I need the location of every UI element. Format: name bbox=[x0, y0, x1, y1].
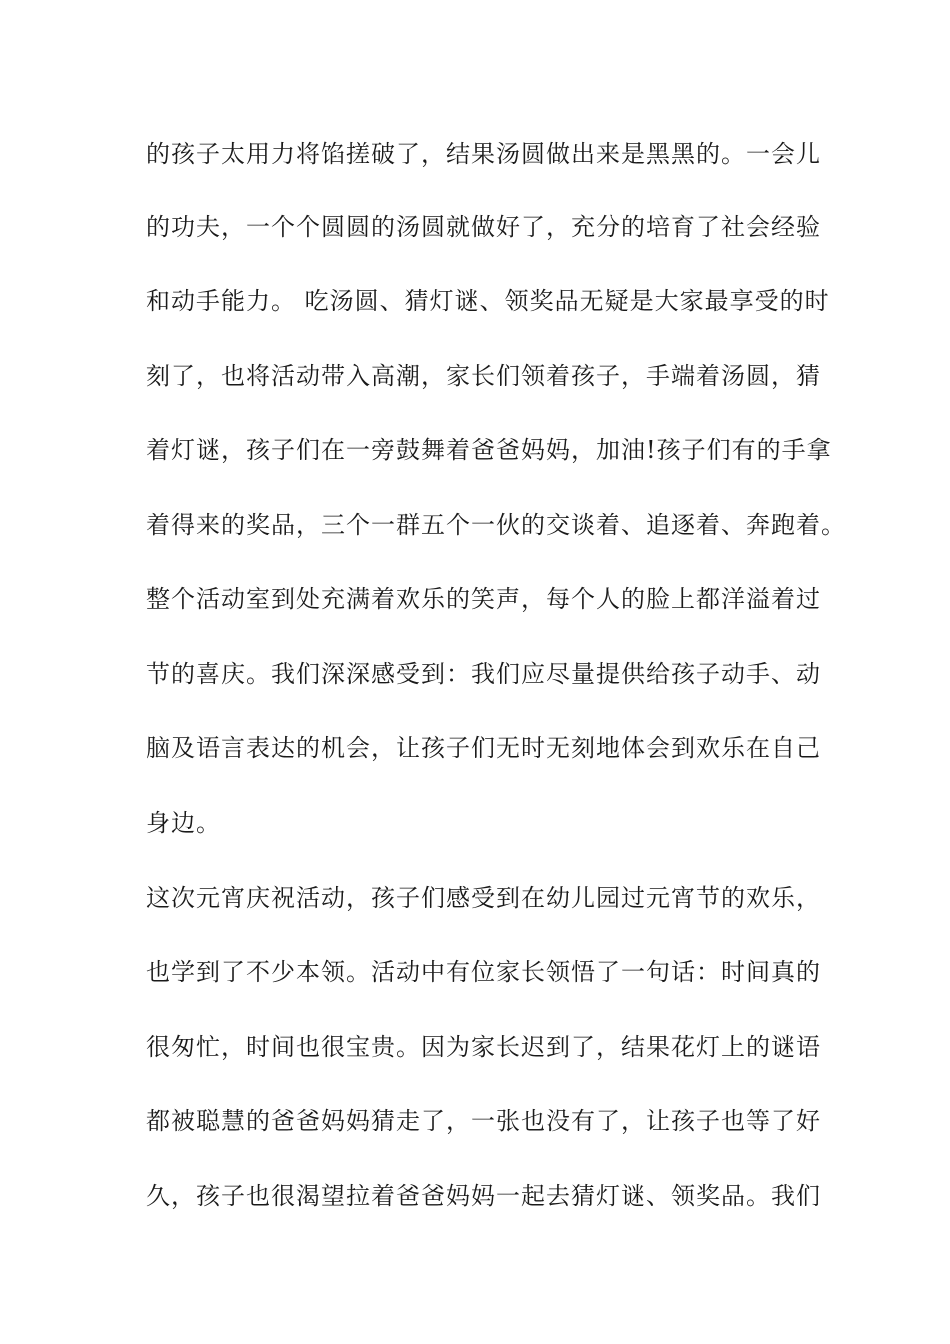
text-line: 久，孩子也很渴望拉着爸爸妈妈一起去猜灯谜、领奖品。我们 bbox=[146, 1182, 821, 1210]
text-line: 这次元宵庆祝活动，孩子们感受到在幼儿园过元宵节的欢乐， bbox=[146, 884, 821, 912]
text-line: 刻了，也将活动带入高潮，家长们领着孩子，手端着汤圆，猜 bbox=[146, 362, 821, 390]
text-line: 也学到了不少本领。活动中有位家长领悟了一句话：时间真的 bbox=[146, 958, 821, 986]
text-line: 节的喜庆。我们深深感受到：我们应尽量提供给孩子动手、动 bbox=[146, 660, 821, 688]
text-line: 的功夫，一个个圆圆的汤圆就做好了，充分的培育了社会经验 bbox=[146, 213, 821, 241]
text-line: 整个活动室到处充满着欢乐的笑声，每个人的脸上都洋溢着过 bbox=[146, 585, 821, 613]
text-line: 着灯谜，孩子们在一旁鼓舞着爸爸妈妈，加油!孩子们有的手拿 bbox=[146, 436, 832, 464]
text-line: 脑及语言表达的机会，让孩子们无时无刻地体会到欢乐在自己 bbox=[146, 734, 821, 762]
text-line: 和动手能力。 吃汤圆、猜灯谜、领奖品无疑是大家最享受的时 bbox=[146, 287, 830, 315]
text-line: 都被聪慧的爸爸妈妈猜走了，一张也没有了，让孩子也等了好 bbox=[146, 1107, 821, 1135]
text-line: 很匆忙，时间也很宝贵。因为家长迟到了，结果花灯上的谜语 bbox=[146, 1033, 821, 1061]
text-line: 的孩子太用力将馅搓破了，结果汤圆做出来是黑黑的。一会儿 bbox=[146, 140, 821, 168]
text-line: 着得来的奖品，三个一群五个一伙的交谈着、追逐着、奔跑着。 bbox=[146, 511, 846, 539]
text-line: 身边。 bbox=[146, 809, 221, 837]
